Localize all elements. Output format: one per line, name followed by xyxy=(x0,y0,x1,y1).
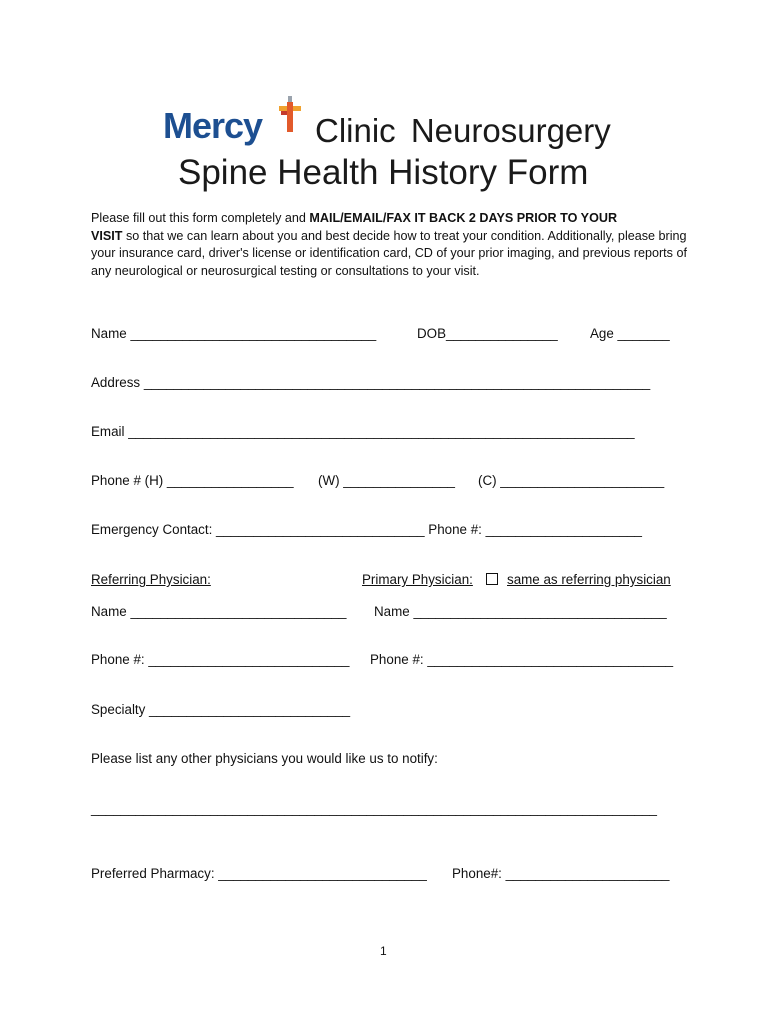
form-title-line1: Clinic Neurosurgery xyxy=(315,112,611,149)
primary-name-field[interactable]: Name __________________________________ xyxy=(374,604,667,619)
age-field[interactable]: Age _______ xyxy=(590,326,670,341)
referring-physician-heading: Referring Physician: xyxy=(91,572,211,587)
mercy-logo xyxy=(163,96,299,148)
same-as-referring-checkbox[interactable] xyxy=(486,573,498,585)
same-as-referring-label: same as referring physician xyxy=(507,572,671,587)
intro-bold-1: MAIL/EMAIL/FAX IT BACK 2 DAYS PRIOR TO YOUR xyxy=(309,211,618,225)
pharmacy-phone-field[interactable]: Phone#: ______________________ xyxy=(452,866,670,881)
form-title-line2: Spine Health History Form xyxy=(178,153,589,192)
email-field[interactable]: Email ____________________________________________________________________ xyxy=(91,424,635,439)
phone-cell-field[interactable]: (C) ______________________ xyxy=(478,473,665,488)
name-field[interactable]: Name _________________________________ xyxy=(91,326,377,341)
phone-home-field[interactable]: Phone # (H) _________________ xyxy=(91,473,294,488)
primary-phone-field[interactable]: Phone #: _________________________________ xyxy=(370,652,674,667)
page-number: 1 xyxy=(380,944,387,958)
notify-physicians-field[interactable]: ____________________________________________________________________________ xyxy=(91,801,657,816)
phone-work-field[interactable]: (W) _______________ xyxy=(318,473,455,488)
pharmacy-field[interactable]: Preferred Pharmacy: ____________________________ xyxy=(91,866,427,881)
cross-icon xyxy=(279,96,301,136)
dob-field[interactable]: DOB_______________ xyxy=(417,326,558,341)
intro-paragraph xyxy=(91,210,691,280)
logo-wordmark: Mercy xyxy=(163,105,263,146)
notify-physicians-label: Please list any other physicians you would like us to notify: xyxy=(91,751,438,766)
address-field[interactable]: Address ____________________________________________________________________ xyxy=(91,375,651,390)
referring-phone-field[interactable]: Phone #: ___________________________ xyxy=(91,652,350,667)
specialty-field[interactable]: Specialty ___________________________ xyxy=(91,702,351,717)
primary-physician-heading: Primary Physician: xyxy=(362,572,473,587)
intro-text-1: Please fill out this form completely and xyxy=(91,211,310,225)
referring-name-field[interactable]: Name _____________________________ xyxy=(91,604,347,619)
emergency-contact-field[interactable]: Emergency Contact: ____________________________ Phone #: _____________________ xyxy=(91,522,642,537)
intro-bold-2: VISIT xyxy=(91,228,123,243)
intro-text-2: so that we can learn about you and best decide how to treat your condition. Additionally, please bring your insurance card, driver's license or identification card, CD of your prior imaging, and previous reports of any neurological or neurosurgical testing or consultations to your visit. xyxy=(91,228,687,278)
